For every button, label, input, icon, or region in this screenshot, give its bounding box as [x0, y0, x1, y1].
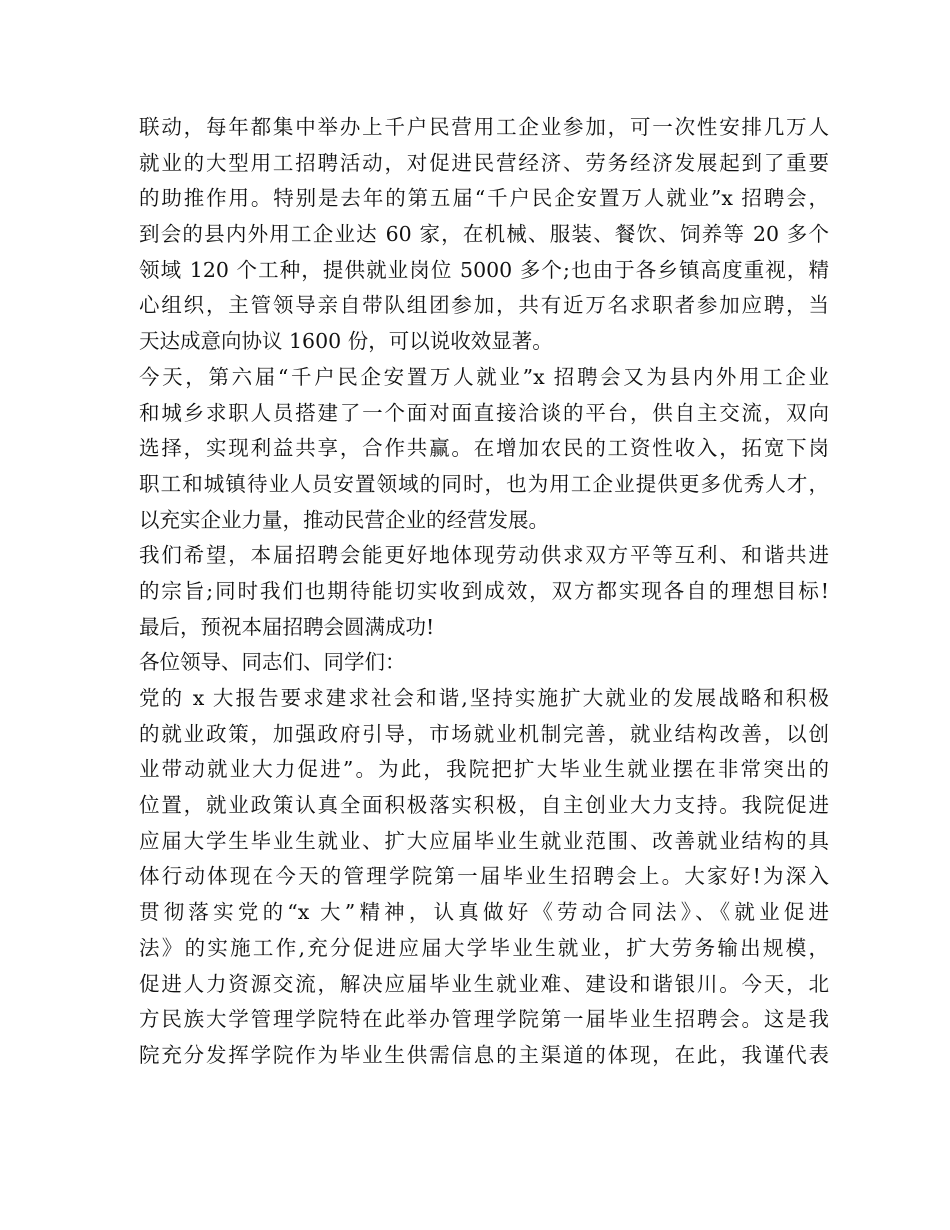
text-line: 法》的实施工作,充分促进应届大学毕业生就业，扩大劳务输出规模， [139, 935, 829, 960]
text-line: 位置，就业政策认真全面积极落实积极，自主创业大力支持。我院促进 [139, 793, 829, 818]
text-line: 心组织，主管领导亲自带队组团参加，共有近万名求职者参加应聘，当 [139, 293, 829, 318]
text-line: 各位领导、同志们、同学们： [139, 650, 406, 675]
text-line: 就业的大型用工招聘活动，对促进民营经济、劳务经济发展起到了重要 [139, 150, 829, 175]
text-line: 的就业政策，加强政府引导，市场就业机制完善，就业结构改善，以创 [139, 721, 829, 746]
text-line: 我们希望，本届招聘会能更好地体现劳动供求双方平等互利、和谐共进 [139, 543, 829, 568]
text-line: 业带动就业大力促进”。为此，我院把扩大毕业生就业摆在非常突出的 [139, 757, 829, 782]
text-line: 天达成意向协议 1600 份，可以说收效显著。 [139, 329, 553, 354]
text-line: 选择，实现利益共享，合作共赢。在增加农民的工资性收入，拓宽下岗 [139, 436, 829, 461]
document-body [139, 110, 829, 1074]
text-line: 院充分发挥学院作为毕业生供需信息的主渠道的体现，在此，我谨代表 [139, 1042, 829, 1067]
text-line: 方民族大学管理学院特在此举办管理学院第一届毕业生招聘会。这是我 [139, 1007, 829, 1032]
text-line: 领域 120 个工种，提供就业岗位 5000 多个;也由于各乡镇高度重视，精 [139, 257, 829, 282]
text-line: 应届大学生毕业生就业、扩大应届毕业生就业范围、改善就业结构的具 [139, 828, 829, 853]
text-line: 的助推作用。特别是去年的第五届“千户民企安置万人就业”x 招聘会， [139, 186, 829, 211]
text-line: 联动，每年都集中举办上千户民营用工企业参加，可一次性安排几万人 [139, 115, 829, 139]
text-line: 到会的县内外用工企业达 60 家，在机械、服装、餐饮、饲养等 20 多个 [139, 222, 829, 247]
text-line: 今天，第六届“千户民企安置万人就业”x 招聘会又为县内外用工企业 [139, 364, 829, 389]
text-line: 贯彻落实党的“x 大”精神，认真做好《劳动合同法》、《就业促进 [139, 900, 829, 925]
text-line: 最后，预祝本届招聘会圆满成功! [139, 614, 435, 639]
text-line: 职工和城镇待业人员安置领域的同时，也为用工企业提供更多优秀人才， [139, 471, 829, 496]
text-line: 的宗旨;同时我们也期待能切实收到成效，双方都实现各自的理想目标! [139, 578, 829, 603]
text-line: 和城乡求职人员搭建了一个面对面直接洽谈的平台，供自主交流，双向 [139, 400, 829, 425]
text-line: 以充实企业力量，推动民营企业的经营发展。 [139, 507, 549, 532]
text-line: 体行动体现在今天的管理学院第一届毕业生招聘会上。大家好!为深入 [139, 864, 829, 889]
text-line: 促进人力资源交流，解决应届毕业生就业难、建设和谐银川。今天，北 [139, 971, 829, 996]
text-line: 党的 x 大报告要求建求社会和谐,坚持实施扩大就业的发展战略和积极 [139, 686, 829, 710]
